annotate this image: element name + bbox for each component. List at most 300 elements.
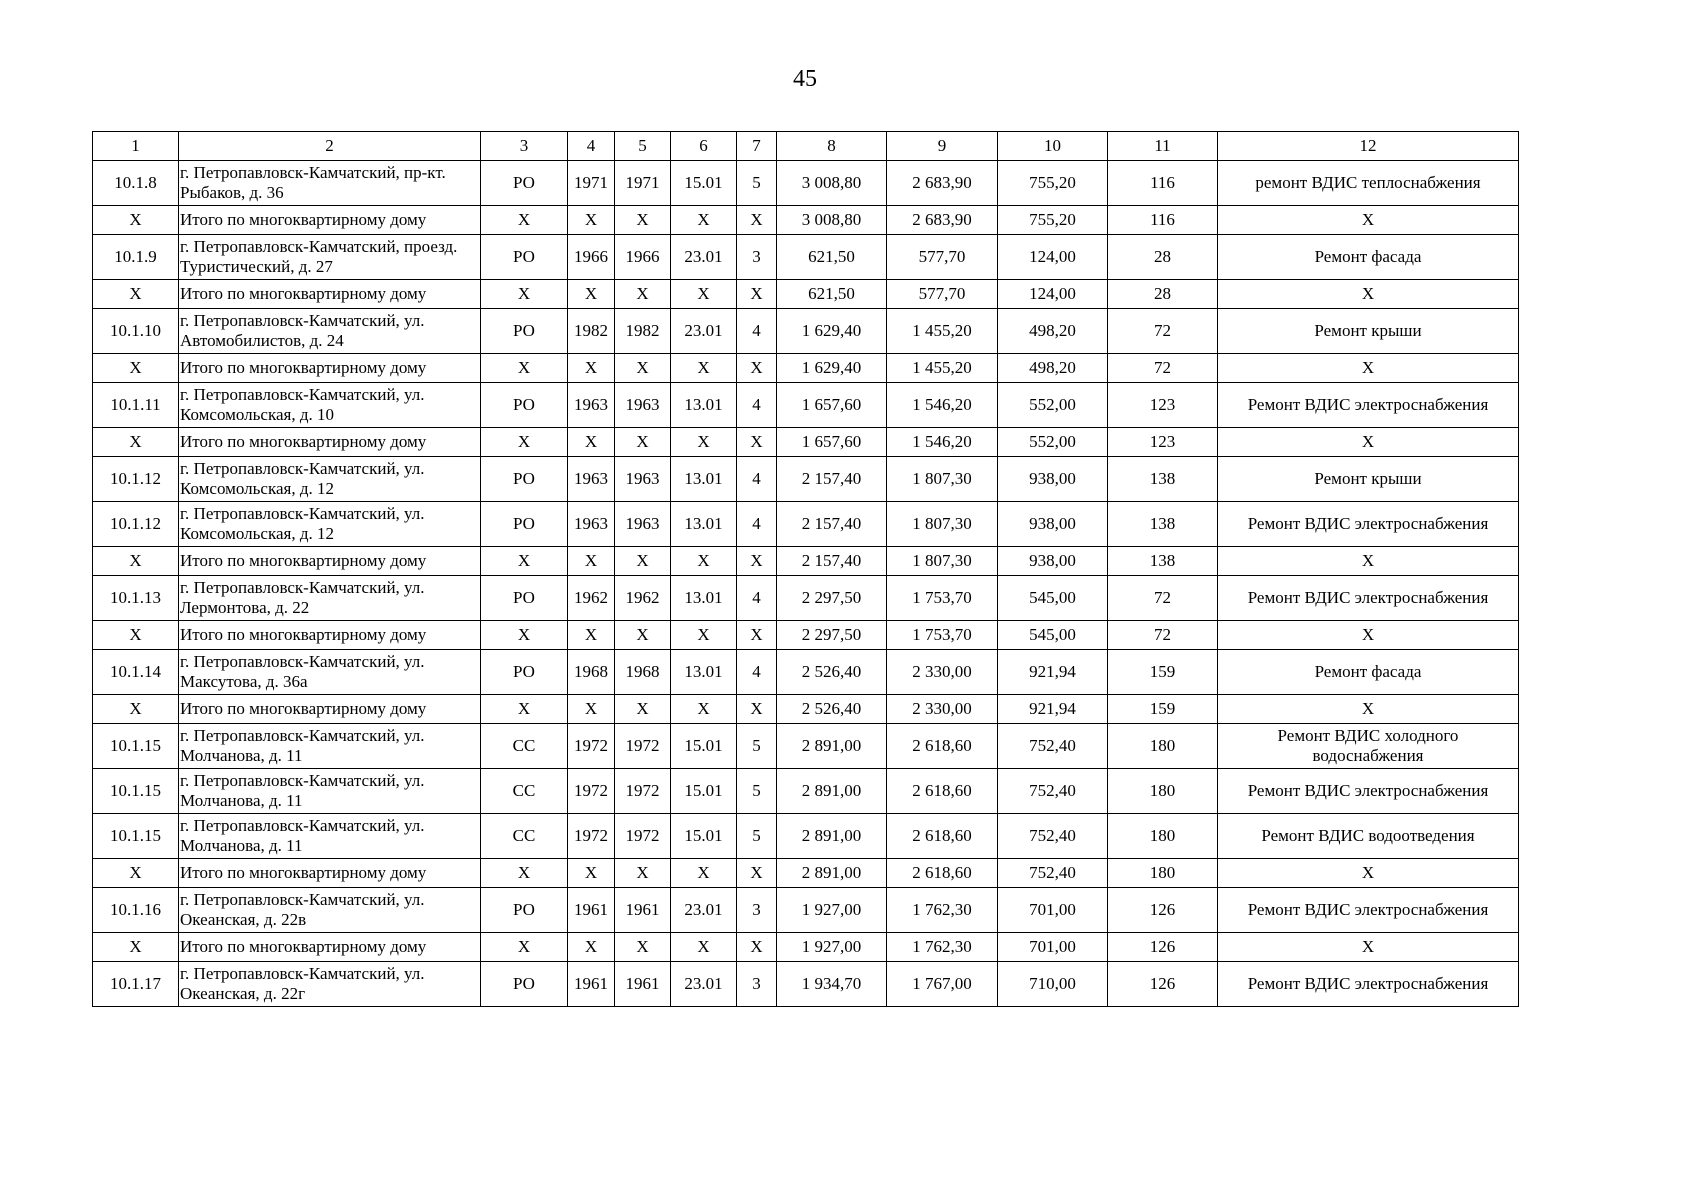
cell-material: РО [481, 235, 568, 280]
cell-living-area: 1 767,00 [887, 962, 998, 1007]
cell-series: X [671, 354, 737, 383]
cell-residents: 72 [1108, 576, 1218, 621]
cell-floors: 5 [737, 161, 777, 206]
cell-material: СС [481, 814, 568, 859]
object-row [93, 309, 1519, 354]
cell-work-type: ремонт ВДИС теплоснабжения [1218, 161, 1519, 206]
cell-year-commissioned: 1963 [615, 457, 671, 502]
cell-material: X [481, 621, 568, 650]
cell-total-area: 2 526,40 [777, 650, 887, 695]
cell-material: X [481, 428, 568, 457]
cell-nonresidential-area: 710,00 [998, 962, 1108, 1007]
cell-work-type: X [1218, 428, 1519, 457]
cell-address: Итого по многоквартирному дому [179, 859, 481, 888]
cell-year-built: X [568, 354, 615, 383]
cell-row-number: X [93, 547, 179, 576]
cell-living-area: 1 546,20 [887, 428, 998, 457]
cell-residents: 116 [1108, 161, 1218, 206]
cell-address: Итого по многоквартирному дому [179, 428, 481, 457]
cell-row-number: X [93, 354, 179, 383]
cell-material: РО [481, 888, 568, 933]
cell-total-area: 1 927,00 [777, 933, 887, 962]
cell-nonresidential-area: 921,94 [998, 650, 1108, 695]
total-row [93, 206, 1519, 235]
cell-living-area: 2 330,00 [887, 650, 998, 695]
cell-nonresidential-area: 752,40 [998, 814, 1108, 859]
cell-residents: 159 [1108, 695, 1218, 724]
header-cell-floors: 7 [737, 132, 777, 161]
cell-living-area: 1 753,70 [887, 621, 998, 650]
header-cell-residents: 11 [1108, 132, 1218, 161]
cell-work-type: Ремонт крыши [1218, 457, 1519, 502]
cell-nonresidential-area: 755,20 [998, 206, 1108, 235]
cell-work-type: Ремонт ВДИС электроснабжения [1218, 383, 1519, 428]
cell-residents: 180 [1108, 769, 1218, 814]
cell-year-built: X [568, 933, 615, 962]
cell-floors: 4 [737, 650, 777, 695]
cell-year-commissioned: X [615, 547, 671, 576]
cell-total-area: 2 157,40 [777, 457, 887, 502]
cell-total-area: 2 891,00 [777, 724, 887, 769]
cell-work-type: X [1218, 354, 1519, 383]
cell-nonresidential-area: 498,20 [998, 354, 1108, 383]
cell-address: г. Петропавловск-Камчатский, ул. Максутова, д. 36а [179, 650, 481, 695]
header-cell-year-built: 4 [568, 132, 615, 161]
cell-nonresidential-area: 545,00 [998, 576, 1108, 621]
cell-work-type: Ремонт ВДИС электроснабжения [1218, 502, 1519, 547]
cell-nonresidential-area: 552,00 [998, 383, 1108, 428]
cell-work-type: X [1218, 859, 1519, 888]
cell-address: г. Петропавловск-Камчатский, проезд. Туристический, д. 27 [179, 235, 481, 280]
cell-address: Итого по многоквартирному дому [179, 547, 481, 576]
cell-series: 13.01 [671, 650, 737, 695]
cell-material: X [481, 354, 568, 383]
total-row [93, 695, 1519, 724]
cell-total-area: 1 657,60 [777, 428, 887, 457]
cell-row-number: 10.1.17 [93, 962, 179, 1007]
header-cell-total-area: 8 [777, 132, 887, 161]
cell-nonresidential-area: 124,00 [998, 235, 1108, 280]
cell-row-number: 10.1.16 [93, 888, 179, 933]
cell-work-type: Ремонт ВДИС электроснабжения [1218, 576, 1519, 621]
cell-material: РО [481, 502, 568, 547]
cell-floors: X [737, 280, 777, 309]
cell-residents: 28 [1108, 280, 1218, 309]
cell-row-number: 10.1.11 [93, 383, 179, 428]
cell-series: 13.01 [671, 383, 737, 428]
total-row [93, 428, 1519, 457]
cell-residents: 138 [1108, 457, 1218, 502]
cell-row-number: X [93, 933, 179, 962]
cell-material: СС [481, 724, 568, 769]
cell-residents: 159 [1108, 650, 1218, 695]
object-row [93, 814, 1519, 859]
cell-address: г. Петропавловск-Камчатский, ул. Комсомольская, д. 12 [179, 502, 481, 547]
cell-material: СС [481, 769, 568, 814]
cell-address: Итого по многоквартирному дому [179, 354, 481, 383]
object-row [93, 576, 1519, 621]
cell-row-number: 10.1.15 [93, 724, 179, 769]
cell-nonresidential-area: 701,00 [998, 933, 1108, 962]
cell-residents: 123 [1108, 428, 1218, 457]
cell-address: Итого по многоквартирному дому [179, 695, 481, 724]
object-row [93, 457, 1519, 502]
cell-total-area: 621,50 [777, 280, 887, 309]
cell-work-type: X [1218, 280, 1519, 309]
total-row [93, 621, 1519, 650]
cell-residents: 138 [1108, 502, 1218, 547]
cell-year-commissioned: X [615, 280, 671, 309]
total-row [93, 354, 1519, 383]
cell-row-number: 10.1.15 [93, 814, 179, 859]
cell-row-number: 10.1.10 [93, 309, 179, 354]
cell-material: РО [481, 650, 568, 695]
cell-address: г. Петропавловск-Камчатский, ул. Океанская, д. 22г [179, 962, 481, 1007]
cell-series: X [671, 428, 737, 457]
cell-work-type: Ремонт фасада [1218, 235, 1519, 280]
cell-year-commissioned: X [615, 206, 671, 235]
cell-series: X [671, 547, 737, 576]
cell-floors: 4 [737, 576, 777, 621]
cell-living-area: 1 455,20 [887, 309, 998, 354]
cell-material: X [481, 280, 568, 309]
cell-year-commissioned: X [615, 933, 671, 962]
cell-year-built: 1968 [568, 650, 615, 695]
cell-year-built: X [568, 695, 615, 724]
cell-floors: X [737, 428, 777, 457]
cell-year-built: 1972 [568, 724, 615, 769]
cell-floors: 3 [737, 235, 777, 280]
cell-series: 23.01 [671, 888, 737, 933]
cell-floors: 3 [737, 888, 777, 933]
cell-year-built: X [568, 206, 615, 235]
object-row [93, 235, 1519, 280]
cell-residents: 126 [1108, 933, 1218, 962]
cell-work-type: Ремонт ВДИС электроснабжения [1218, 962, 1519, 1007]
cell-work-type: X [1218, 206, 1519, 235]
cell-year-commissioned: X [615, 695, 671, 724]
cell-material: РО [481, 962, 568, 1007]
cell-series: 15.01 [671, 724, 737, 769]
cell-year-commissioned: 1963 [615, 502, 671, 547]
cell-series: 13.01 [671, 502, 737, 547]
cell-floors: 5 [737, 814, 777, 859]
cell-total-area: 1 629,40 [777, 309, 887, 354]
cell-living-area: 2 683,90 [887, 161, 998, 206]
cell-year-commissioned: 1961 [615, 962, 671, 1007]
header-cell-address: 2 [179, 132, 481, 161]
cell-year-built: 1963 [568, 383, 615, 428]
cell-work-type: X [1218, 695, 1519, 724]
cell-work-type: X [1218, 547, 1519, 576]
cell-year-built: 1966 [568, 235, 615, 280]
cell-floors: X [737, 621, 777, 650]
cell-row-number: 10.1.14 [93, 650, 179, 695]
cell-year-commissioned: 1971 [615, 161, 671, 206]
cell-floors: X [737, 547, 777, 576]
cell-nonresidential-area: 938,00 [998, 547, 1108, 576]
cell-living-area: 1 807,30 [887, 547, 998, 576]
cell-nonresidential-area: 755,20 [998, 161, 1108, 206]
cell-residents: 138 [1108, 547, 1218, 576]
cell-residents: 72 [1108, 354, 1218, 383]
page-number: 45 [793, 66, 817, 92]
object-row [93, 502, 1519, 547]
cell-row-number: 10.1.9 [93, 235, 179, 280]
cell-year-commissioned: X [615, 428, 671, 457]
cell-living-area: 577,70 [887, 280, 998, 309]
cell-material: РО [481, 309, 568, 354]
object-row [93, 724, 1519, 769]
cell-address: Итого по многоквартирному дому [179, 206, 481, 235]
total-row [93, 859, 1519, 888]
cell-residents: 180 [1108, 814, 1218, 859]
cell-total-area: 2 526,40 [777, 695, 887, 724]
cell-total-area: 1 927,00 [777, 888, 887, 933]
cell-residents: 72 [1108, 621, 1218, 650]
cell-address: г. Петропавловск-Камчатский, ул. Молчанова, д. 11 [179, 814, 481, 859]
cell-year-built: 1962 [568, 576, 615, 621]
cell-material: X [481, 859, 568, 888]
cell-series: X [671, 206, 737, 235]
cell-row-number: X [93, 206, 179, 235]
cell-series: 13.01 [671, 576, 737, 621]
cell-floors: 4 [737, 309, 777, 354]
cell-year-built: X [568, 547, 615, 576]
cell-year-built: 1961 [568, 962, 615, 1007]
cell-nonresidential-area: 545,00 [998, 621, 1108, 650]
cell-total-area: 2 891,00 [777, 859, 887, 888]
cell-living-area: 2 330,00 [887, 695, 998, 724]
total-row [93, 547, 1519, 576]
object-row [93, 383, 1519, 428]
cell-work-type: X [1218, 621, 1519, 650]
cell-nonresidential-area: 938,00 [998, 502, 1108, 547]
cell-row-number: 10.1.8 [93, 161, 179, 206]
object-row [93, 769, 1519, 814]
cell-nonresidential-area: 498,20 [998, 309, 1108, 354]
cell-total-area: 1 629,40 [777, 354, 887, 383]
cell-series: X [671, 859, 737, 888]
cell-total-area: 2 157,40 [777, 502, 887, 547]
cell-series: 23.01 [671, 962, 737, 1007]
cell-residents: 126 [1108, 962, 1218, 1007]
cell-year-commissioned: 1968 [615, 650, 671, 695]
cell-residents: 126 [1108, 888, 1218, 933]
cell-residents: 116 [1108, 206, 1218, 235]
cell-material: РО [481, 383, 568, 428]
cell-work-type: Ремонт фасада [1218, 650, 1519, 695]
cell-living-area: 1 546,20 [887, 383, 998, 428]
cell-year-built: 1963 [568, 457, 615, 502]
cell-floors: 4 [737, 457, 777, 502]
cell-nonresidential-area: 752,40 [998, 769, 1108, 814]
header-cell-material: 3 [481, 132, 568, 161]
cell-row-number: X [93, 695, 179, 724]
cell-nonresidential-area: 921,94 [998, 695, 1108, 724]
cell-living-area: 2 618,60 [887, 724, 998, 769]
cell-residents: 72 [1108, 309, 1218, 354]
header-cell-row-number: 1 [93, 132, 179, 161]
header-cell-living-area: 9 [887, 132, 998, 161]
cell-residents: 123 [1108, 383, 1218, 428]
cell-work-type: Ремонт ВДИС электроснабжения [1218, 888, 1519, 933]
cell-nonresidential-area: 752,40 [998, 724, 1108, 769]
cell-address: Итого по многоквартирному дому [179, 621, 481, 650]
header-row [93, 132, 1519, 161]
cell-year-commissioned: 1961 [615, 888, 671, 933]
cell-year-built: X [568, 428, 615, 457]
cell-series: X [671, 695, 737, 724]
cell-address: г. Петропавловск-Камчатский, ул. Автомобилистов, д. 24 [179, 309, 481, 354]
cell-year-built: 1971 [568, 161, 615, 206]
cell-year-built: X [568, 280, 615, 309]
cell-address: г. Петропавловск-Камчатский, ул. Молчанова, д. 11 [179, 769, 481, 814]
cell-series: 23.01 [671, 309, 737, 354]
object-row [93, 650, 1519, 695]
cell-series: 13.01 [671, 457, 737, 502]
cell-nonresidential-area: 938,00 [998, 457, 1108, 502]
cell-floors: X [737, 933, 777, 962]
table-body [93, 132, 1519, 1007]
cell-address: г. Петропавловск-Камчатский, ул. Лермонтова, д. 22 [179, 576, 481, 621]
cell-living-area: 577,70 [887, 235, 998, 280]
cell-work-type: Ремонт ВДИС электроснабжения [1218, 769, 1519, 814]
cell-row-number: X [93, 859, 179, 888]
cell-year-commissioned: X [615, 621, 671, 650]
cell-year-built: 1963 [568, 502, 615, 547]
object-row [93, 161, 1519, 206]
cell-floors: 4 [737, 383, 777, 428]
cell-work-type: Ремонт ВДИС водоотведения [1218, 814, 1519, 859]
header-cell-work-type: 12 [1218, 132, 1519, 161]
cell-floors: X [737, 695, 777, 724]
cell-floors: 3 [737, 962, 777, 1007]
cell-living-area: 2 618,60 [887, 814, 998, 859]
cell-address: г. Петропавловск-Камчатский, ул. Молчанова, д. 11 [179, 724, 481, 769]
cell-residents: 180 [1108, 859, 1218, 888]
cell-year-commissioned: 1972 [615, 814, 671, 859]
cell-material: РО [481, 457, 568, 502]
cell-year-built: X [568, 859, 615, 888]
cell-address: Итого по многоквартирному дому [179, 280, 481, 309]
header-cell-series: 6 [671, 132, 737, 161]
cell-year-commissioned: 1972 [615, 724, 671, 769]
cell-living-area: 1 807,30 [887, 502, 998, 547]
cell-living-area: 2 618,60 [887, 769, 998, 814]
cell-year-commissioned: 1962 [615, 576, 671, 621]
cell-material: X [481, 933, 568, 962]
cell-address: г. Петропавловск-Камчатский, ул. Океанская, д. 22в [179, 888, 481, 933]
cell-address: Итого по многоквартирному дому [179, 933, 481, 962]
cell-total-area: 621,50 [777, 235, 887, 280]
cell-year-built: 1961 [568, 888, 615, 933]
cell-material: РО [481, 576, 568, 621]
capital-repair-table [92, 131, 1519, 1007]
cell-total-area: 2 891,00 [777, 814, 887, 859]
cell-nonresidential-area: 701,00 [998, 888, 1108, 933]
cell-living-area: 2 683,90 [887, 206, 998, 235]
cell-row-number: X [93, 428, 179, 457]
total-row [93, 933, 1519, 962]
cell-year-commissioned: X [615, 859, 671, 888]
cell-floors: X [737, 354, 777, 383]
cell-year-commissioned: 1963 [615, 383, 671, 428]
cell-series: 15.01 [671, 769, 737, 814]
cell-row-number: X [93, 280, 179, 309]
cell-row-number: 10.1.12 [93, 457, 179, 502]
cell-total-area: 2 297,50 [777, 576, 887, 621]
cell-year-built: 1982 [568, 309, 615, 354]
cell-total-area: 2 297,50 [777, 621, 887, 650]
cell-address: г. Петропавловск-Камчатский, ул. Комсомольская, д. 10 [179, 383, 481, 428]
cell-floors: 4 [737, 502, 777, 547]
cell-year-commissioned: 1966 [615, 235, 671, 280]
header-cell-nonresidential-area: 10 [998, 132, 1108, 161]
cell-series: X [671, 933, 737, 962]
cell-series: X [671, 280, 737, 309]
object-row [93, 888, 1519, 933]
cell-residents: 180 [1108, 724, 1218, 769]
cell-row-number: 10.1.12 [93, 502, 179, 547]
header-cell-year-commissioned: 5 [615, 132, 671, 161]
cell-floors: X [737, 206, 777, 235]
cell-total-area: 1 657,60 [777, 383, 887, 428]
cell-series: 15.01 [671, 161, 737, 206]
cell-nonresidential-area: 752,40 [998, 859, 1108, 888]
cell-material: РО [481, 161, 568, 206]
cell-year-built: X [568, 621, 615, 650]
cell-total-area: 3 008,80 [777, 161, 887, 206]
cell-work-type: X [1218, 933, 1519, 962]
cell-total-area: 3 008,80 [777, 206, 887, 235]
cell-year-commissioned: 1972 [615, 769, 671, 814]
cell-series: 23.01 [671, 235, 737, 280]
cell-nonresidential-area: 124,00 [998, 280, 1108, 309]
cell-total-area: 2 157,40 [777, 547, 887, 576]
cell-living-area: 2 618,60 [887, 859, 998, 888]
cell-series: X [671, 621, 737, 650]
cell-work-type: Ремонт крыши [1218, 309, 1519, 354]
cell-living-area: 1 753,70 [887, 576, 998, 621]
object-row [93, 962, 1519, 1007]
cell-living-area: 1 762,30 [887, 933, 998, 962]
cell-work-type: Ремонт ВДИС холодного водоснабжения [1218, 724, 1519, 769]
cell-living-area: 1 762,30 [887, 888, 998, 933]
total-row [93, 280, 1519, 309]
cell-living-area: 1 455,20 [887, 354, 998, 383]
cell-floors: 5 [737, 724, 777, 769]
cell-address: г. Петропавловск-Камчатский, пр-кт. Рыбаков, д. 36 [179, 161, 481, 206]
cell-year-built: 1972 [568, 814, 615, 859]
cell-year-commissioned: X [615, 354, 671, 383]
cell-material: X [481, 695, 568, 724]
cell-series: 15.01 [671, 814, 737, 859]
cell-living-area: 1 807,30 [887, 457, 998, 502]
cell-nonresidential-area: 552,00 [998, 428, 1108, 457]
cell-year-commissioned: 1982 [615, 309, 671, 354]
cell-row-number: X [93, 621, 179, 650]
cell-material: X [481, 547, 568, 576]
cell-total-area: 1 934,70 [777, 962, 887, 1007]
cell-year-built: 1972 [568, 769, 615, 814]
cell-row-number: 10.1.15 [93, 769, 179, 814]
cell-total-area: 2 891,00 [777, 769, 887, 814]
cell-material: X [481, 206, 568, 235]
cell-floors: X [737, 859, 777, 888]
cell-row-number: 10.1.13 [93, 576, 179, 621]
cell-floors: 5 [737, 769, 777, 814]
